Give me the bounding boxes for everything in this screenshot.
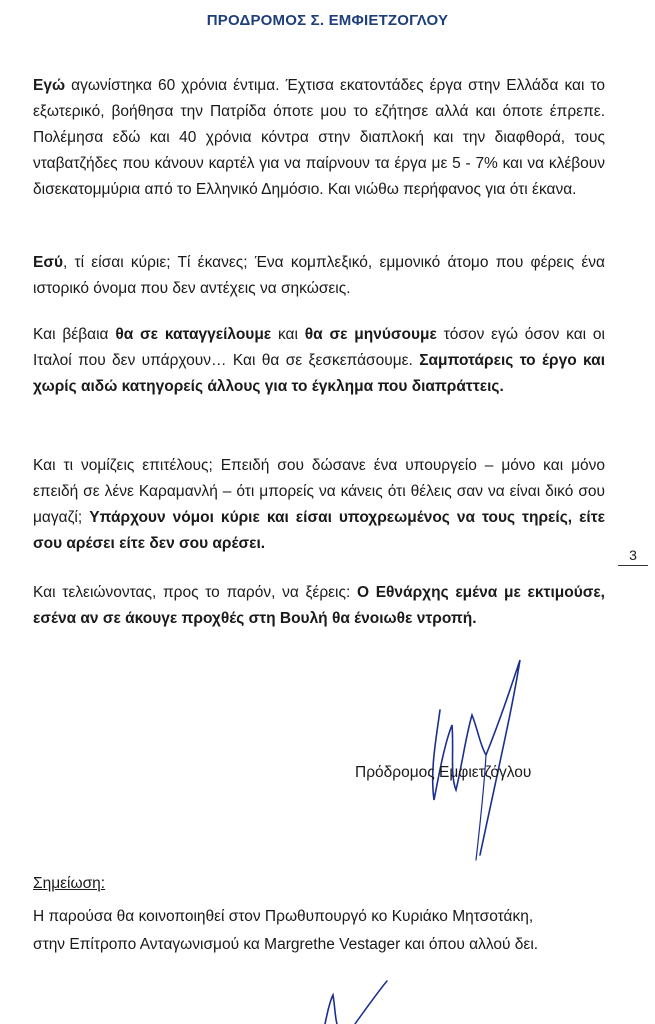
letterhead-title: ΠΡΟΔΡΟΜΟΣ Σ. ΕΜΦΙΕΤΖΟΓΛΟΥ bbox=[206, 12, 449, 29]
paragraph-4-text-1: Και τι νομίζεις επιτέλους; Επειδή σου δώσανε ένα υπουργείο – μόνο και μόνο επειδή σε λένε Καραμανλή – ότι μπορείς να κάνεις ότι θέλεις σαν να είναι δικό σου μαγαζί; bbox=[33, 457, 605, 526]
paragraph-4 bbox=[33, 453, 605, 557]
paragraph-3-text-3: τόσον εγώ όσον και οι Ιταλοί που δεν υπάρχουν… Και θα σε ξεσκεπάσουμε. bbox=[33, 326, 605, 369]
signature-stroke-main bbox=[433, 660, 520, 855]
note-heading-text: Σημείωση bbox=[33, 875, 101, 892]
paragraph-4-bold-1: Υπάρχουν νόμοι κύριε και είσαι υποχρεωμένος να τους τηρείς, είτε σου αρέσει είτε δεν σου αρέσει. bbox=[33, 509, 606, 552]
paragraph-5-bold-1: Ο Εθνάρχης εμένα με εκτιμούσε, εσένα αν σε άκουγε προχθές στη Βουλή θα ένοιωθε ντροπή. bbox=[33, 584, 605, 627]
handwritten-initials bbox=[295, 975, 405, 1024]
paragraph-1-lead: Εγώ bbox=[33, 77, 66, 94]
paragraph-3 bbox=[33, 322, 605, 400]
initials-stroke-2 bbox=[355, 981, 387, 1024]
paragraph-2 bbox=[33, 250, 605, 302]
note-line-2: στην Επίτροπο Ανταγωνισμού κα Margrethe Vestager και όπου αλλού δει. bbox=[33, 936, 539, 953]
note-body bbox=[33, 903, 633, 959]
paragraph-2-lead: Εσύ bbox=[33, 254, 63, 271]
note-heading-colon: : bbox=[100, 875, 106, 892]
paragraph-3-text-1: Και βέβαια bbox=[33, 326, 116, 343]
paragraph-3-bold-1: θα σε καταγγείλουμε bbox=[115, 326, 272, 343]
page-number: 3 bbox=[618, 547, 648, 566]
initials-stroke-1 bbox=[325, 995, 337, 1024]
paragraph-5-text-1: Και τελειώνοντας, προς το παρόν, να ξέρεις: bbox=[33, 584, 357, 601]
paragraph-3-bold-3: Σαμποτάρεις το έργο και χωρίς αιδώ κατηγορείς άλλους για το έγκλημα που διαπράττεις. bbox=[33, 352, 605, 395]
paragraph-3-text-2: και bbox=[271, 326, 305, 343]
paragraph-3-bold-2: θα σε μηνύσουμε bbox=[304, 326, 437, 343]
paragraph-1 bbox=[33, 73, 605, 203]
paragraph-1-text: αγωνίστηκα 60 χρόνια έντιμα. Έχτισα εκατοντάδες έργα στην Ελλάδα και το εξωτερικό, βοήθησα την Πατρίδα όποτε μου το εζήτησε αλλά και όποτε έπρεπε. Πολέμησα εδώ και 40 χρόνια κόντρα στην διαπλοκή και την διαφθορά, τους νταβατζήδες που κάνουν καρτέλ για να παίρνουν τα έργα με 5 - 7% και να κλέβουν δισεκατομμύρια από το Ελληνικό Δημόσιο. Και νιώθω περήφανος για ότι έκανα. bbox=[33, 77, 605, 198]
paragraph-2-text: , τί είσαι κύριε; Τί έκανες; Ένα κομπλεξικό, εμμονικό άτομο που φέρεις ένα ιστορικό όνομα που δεν αντέχεις να σηκώσεις. bbox=[33, 254, 605, 297]
handwritten-signature bbox=[400, 650, 580, 865]
note-heading bbox=[33, 875, 105, 893]
paragraph-5 bbox=[33, 580, 605, 632]
signer-name: Πρόδρομος Εμφιετζόγλου bbox=[355, 764, 532, 781]
note-line-1: Η παρούσα θα κοινοποιηθεί στον Πρωθυπουργό κο Κυριάκο Μητσοτάκη, bbox=[33, 908, 534, 925]
